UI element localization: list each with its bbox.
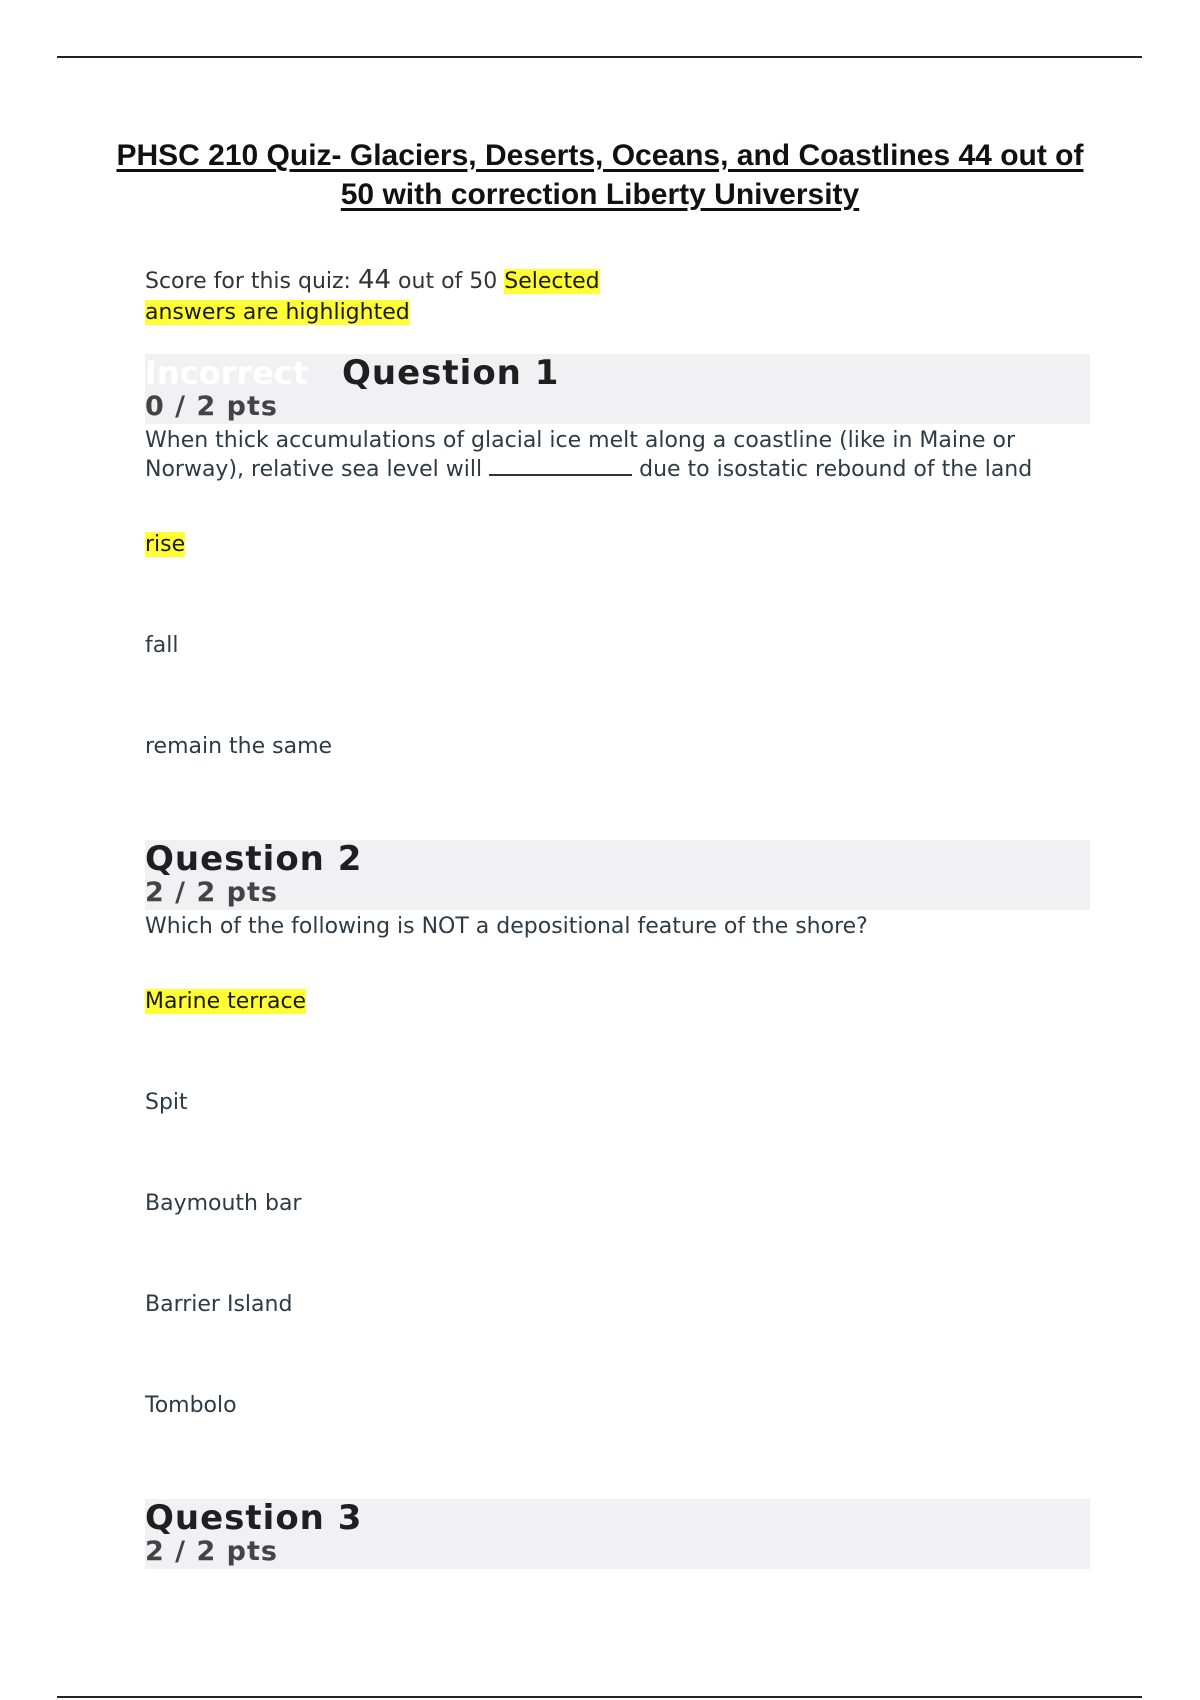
question-2-points: 2 / 2 pts: [145, 877, 278, 908]
answer-label: remain the same: [145, 734, 333, 759]
question-1-blank: [489, 456, 632, 476]
question-2-text: Which of the following is NOT a depositional feature of the shore?: [145, 914, 868, 939]
answer-label: Baymouth bar: [145, 1191, 302, 1216]
answer-option[interactable]: [145, 1290, 1090, 1320]
question-3-points: 2 / 2 pts: [145, 1536, 278, 1567]
answer-option[interactable]: [145, 631, 1090, 661]
answer-option[interactable]: [145, 987, 1090, 1017]
question-1-title: Question 1: [342, 353, 560, 393]
answer-option[interactable]: [145, 732, 1090, 762]
answer-label: Marine terrace: [145, 989, 307, 1014]
answer-label: Tombolo: [145, 1393, 237, 1418]
answer-option[interactable]: [145, 1391, 1090, 1421]
score-suffix: out of 50: [391, 269, 505, 294]
question-1-incorrect-label: Incorrect: [145, 354, 309, 392]
answer-option[interactable]: [145, 530, 1090, 560]
answer-label: fall: [145, 633, 179, 658]
question-1-points: 0 / 2 pts: [145, 391, 278, 422]
question-3-header: [145, 1499, 1090, 1569]
quiz-content: [145, 265, 1090, 1569]
document-title: PHSC 210 Quiz- Glaciers, Deserts, Oceans, and Coastlines 44 out of 50 with correction Liberty University: [116, 139, 1084, 211]
question-1-text-after: due to isostatic rebound of the land: [632, 457, 1033, 482]
question-3-title: Question 3: [145, 1498, 363, 1538]
question-2-answers: [145, 987, 1090, 1421]
question-1-header: [145, 354, 1090, 424]
answer-label: rise: [145, 532, 186, 557]
question-1-text: [145, 426, 1090, 484]
answer-label: Spit: [145, 1090, 188, 1115]
question-2-title: Question 2: [145, 839, 363, 879]
answer-option[interactable]: [145, 1088, 1090, 1118]
question-1-answers: [145, 530, 1090, 762]
question-1-text-before: When thick accumulations of glacial ice melt along a coastline (like in Maine or Norway), relative sea level will: [145, 428, 1015, 482]
bottom-rule: [57, 1696, 1142, 1698]
top-rule: [57, 56, 1142, 58]
selected-answers-note: Selected answers are highlighted: [145, 269, 600, 325]
score-prefix: Score for this quiz:: [145, 269, 358, 294]
answer-option[interactable]: [145, 1189, 1090, 1219]
question-2-header: [145, 840, 1090, 910]
answer-label: Barrier Island: [145, 1292, 293, 1317]
quiz-score: [145, 265, 605, 328]
score-value: 44: [357, 265, 392, 295]
